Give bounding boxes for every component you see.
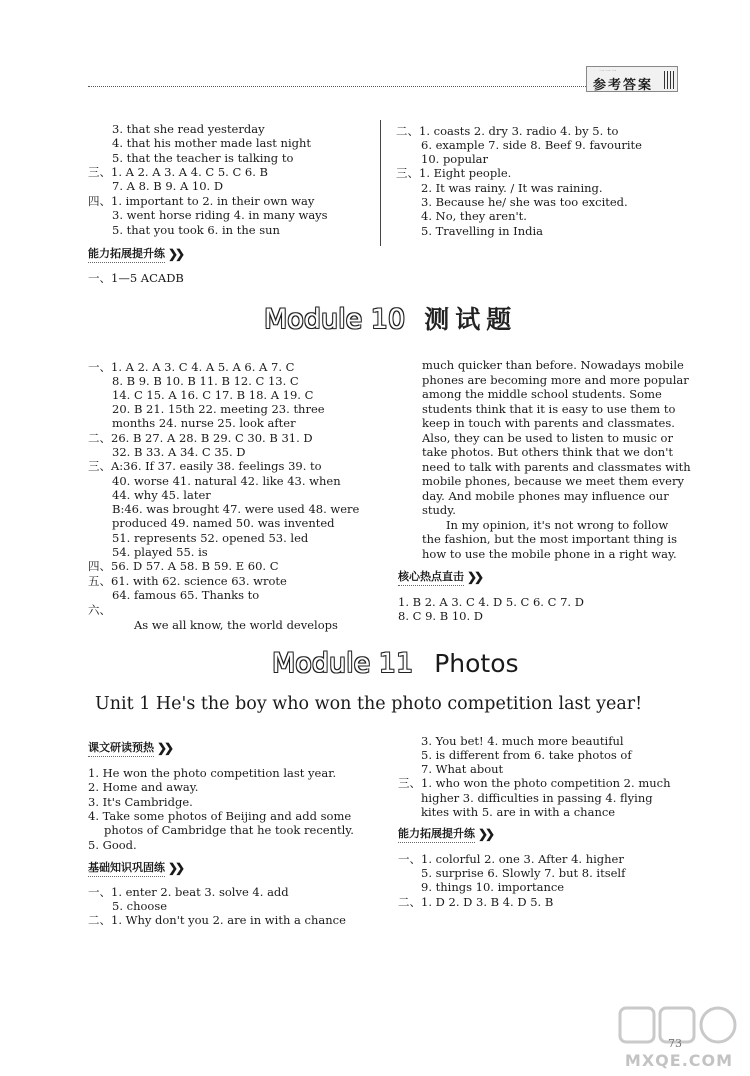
answer-key-tab	[586, 66, 678, 92]
answer-line: 64. famous 65. Thanks to	[112, 588, 260, 602]
section-label-text: 基础知识巩固练	[88, 859, 165, 877]
header-rule	[88, 86, 600, 87]
answer-line: 54. played 55. is	[112, 545, 208, 559]
answer-line: kites with 5. are in with a chance	[421, 805, 616, 819]
module-11-title	[272, 648, 519, 679]
answer-line: 三、1. who won the photo competition 2. much	[398, 776, 671, 790]
double-chevron-icon: ❯❯	[157, 741, 172, 755]
answer-line: 3. Because he/ she was too excited.	[421, 195, 628, 209]
answer-line: 4. Take some photos of Beijing and add some	[88, 809, 352, 823]
answer-line: 6. example 7. side 8. Beef 9. favourite	[421, 138, 642, 152]
answer-line: 一、1. enter 2. beat 3. solve 4. add	[88, 885, 289, 899]
answer-line: 二、1. Why don't you 2. are in with a chance	[88, 913, 346, 927]
answer-line: 2. It was rainy. / It was raining.	[421, 181, 603, 195]
tab-label: 参考答案	[593, 78, 654, 93]
essay-line: the fashion, but the most important thing is	[422, 532, 678, 546]
answer-line: 2. Home and away.	[88, 780, 199, 794]
answer-line: months 24. nurse 25. look after	[112, 416, 296, 430]
answer-line: 5. surprise 6. Slowly 7. but 8. itself	[421, 866, 626, 880]
double-chevron-icon: ❯❯	[168, 861, 183, 875]
answer-line: B:46. was brought 47. were used 48. were	[112, 502, 360, 516]
answer-line: 1. B 2. A 3. C 4. D 5. C 6. C 7. D	[398, 595, 584, 609]
section-label-basic	[88, 860, 182, 876]
answer-line: 32. B 33. A 34. C 35. D	[112, 445, 246, 459]
section-label-ability	[398, 826, 492, 842]
section-label-text: 核心热点直击	[398, 568, 464, 586]
essay-line: In my opinion, it's not wrong to follow	[446, 518, 669, 532]
answer-line: 六、	[88, 603, 111, 617]
essay-line: As we all know, the world develops	[134, 618, 338, 632]
essay-line: study.	[422, 503, 456, 517]
answer-line: 51. represents 52. opened 53. led	[112, 531, 309, 545]
section-label-text: 能力拓展提升练	[88, 245, 165, 263]
essay-line: day. And mobile phones may influence our	[422, 489, 669, 503]
essay-line: Also, they can be used to listen to music or	[422, 431, 673, 445]
module-11-title-en: Module 11	[272, 648, 414, 679]
section-label-core	[398, 569, 481, 585]
answer-line: 5. is different from 6. take photos of	[421, 748, 632, 762]
section-label-text: 能力拓展提升练	[398, 825, 475, 843]
svg-text:MXQE.COM: MXQE.COM	[624, 1051, 734, 1070]
answer-line: 5. Travelling in India	[421, 224, 543, 238]
page-number: 73	[668, 1037, 682, 1050]
answer-line: 5. that you took 6. in the sun	[112, 223, 280, 237]
section-label-text-study	[88, 740, 171, 756]
tab-small-text: 一一一	[599, 69, 618, 75]
answer-line: 三、A:36. If 37. easily 38. feelings 39. to	[88, 459, 322, 473]
section-label-text: 课文研读预热	[88, 739, 154, 757]
essay-line: students think that it is easy to use them to	[422, 402, 676, 416]
module-10-title-en: Module 10	[264, 304, 406, 335]
answer-line: 9. things 10. importance	[421, 880, 565, 894]
answer-line: 4. that his mother made last night	[112, 136, 312, 150]
essay-line: phones are becoming more and more popular	[422, 373, 689, 387]
answer-line: 三、1. Eight people.	[396, 166, 512, 180]
essay-line: keep in touch with parents and classmates.	[422, 416, 675, 430]
answer-line: 7. What about	[421, 762, 504, 776]
essay-line: among the middle school students. Some	[422, 387, 662, 401]
module-11-subtitle: Photos	[434, 649, 519, 678]
answer-line: 3. It's Cambridge.	[88, 795, 193, 809]
essay-line: take photos. But others think that we don't	[422, 445, 673, 459]
answer-line: 8. C 9. B 10. D	[398, 609, 483, 623]
answer-line: produced 49. named 50. was invented	[112, 516, 335, 530]
answer-line: 一、1. colorful 2. one 3. After 4. higher	[398, 852, 624, 866]
answer-line: photos of Cambridge that he took recently.	[104, 823, 354, 837]
answer-line: 5. Good.	[88, 838, 137, 852]
answer-line: 四、1. important to 2. in their own way	[88, 194, 315, 208]
unit-title: Unit 1 He's the boy who won the photo competition last year!	[95, 694, 643, 714]
column-divider	[380, 120, 381, 246]
answer-line: 五、61. with 62. science 63. wrote	[88, 574, 287, 588]
answer-line: 5. choose	[112, 899, 168, 913]
answer-line: 1. He won the photo competition last year.	[88, 766, 337, 780]
module-10-title-cn: 测试题	[424, 305, 518, 334]
answer-line: 40. worse 41. natural 42. like 43. when	[112, 474, 341, 488]
answer-line: 二、1. D 2. D 3. B 4. D 5. B	[398, 895, 554, 909]
answer-line: 3. that she read yesterday	[112, 122, 265, 136]
essay-line: much quicker than before. Nowadays mobile	[422, 358, 684, 372]
answer-line: 5. that the teacher is talking to	[112, 151, 294, 165]
answer-line: 44. why 45. later	[112, 488, 211, 502]
answer-line: 20. B 21. 15th 22. meeting 23. three	[112, 402, 325, 416]
answer-line: 四、56. D 57. A 58. B 59. E 60. C	[88, 559, 279, 573]
double-chevron-icon: ❯❯	[168, 247, 183, 261]
double-chevron-icon: ❯❯	[467, 570, 482, 584]
answer-line: 一、1—5 ACADB	[88, 271, 184, 285]
answer-line: 3. You bet! 4. much more beautiful	[421, 734, 624, 748]
answer-line: 10. popular	[421, 152, 489, 166]
answer-line: 14. C 15. A 16. C 17. B 18. A 19. C	[112, 388, 314, 402]
answer-line: 一、1. A 2. A 3. C 4. A 5. A 6. A 7. C	[88, 360, 295, 374]
watermark-logo	[614, 1002, 744, 1076]
section-label-ability	[88, 246, 182, 262]
answer-line: higher 3. difficulties in passing 4. flying	[421, 791, 653, 805]
answer-line: 二、1. coasts 2. dry 3. radio 4. by 5. to	[396, 124, 619, 138]
answer-line: 8. B 9. B 10. B 11. B 12. C 13. C	[112, 374, 299, 388]
essay-line: mobile phones, because we meet them every	[422, 474, 684, 488]
double-chevron-icon: ❯❯	[478, 827, 493, 841]
essay-line: need to talk with parents and classmates with	[422, 460, 691, 474]
tab-stripes	[664, 71, 674, 89]
answer-line: 二、26. B 27. A 28. B 29. C 30. B 31. D	[88, 431, 313, 445]
essay-line: how to use the mobile phone in a right way.	[422, 547, 677, 561]
answer-line: 7. A 8. B 9. A 10. D	[112, 179, 224, 193]
answer-line: 3. went horse riding 4. in many ways	[112, 208, 328, 222]
answer-line: 三、1. A 2. A 3. A 4. C 5. C 6. B	[88, 165, 269, 179]
answer-line: 4. No, they aren't.	[421, 209, 527, 223]
module-10-title	[264, 300, 517, 336]
